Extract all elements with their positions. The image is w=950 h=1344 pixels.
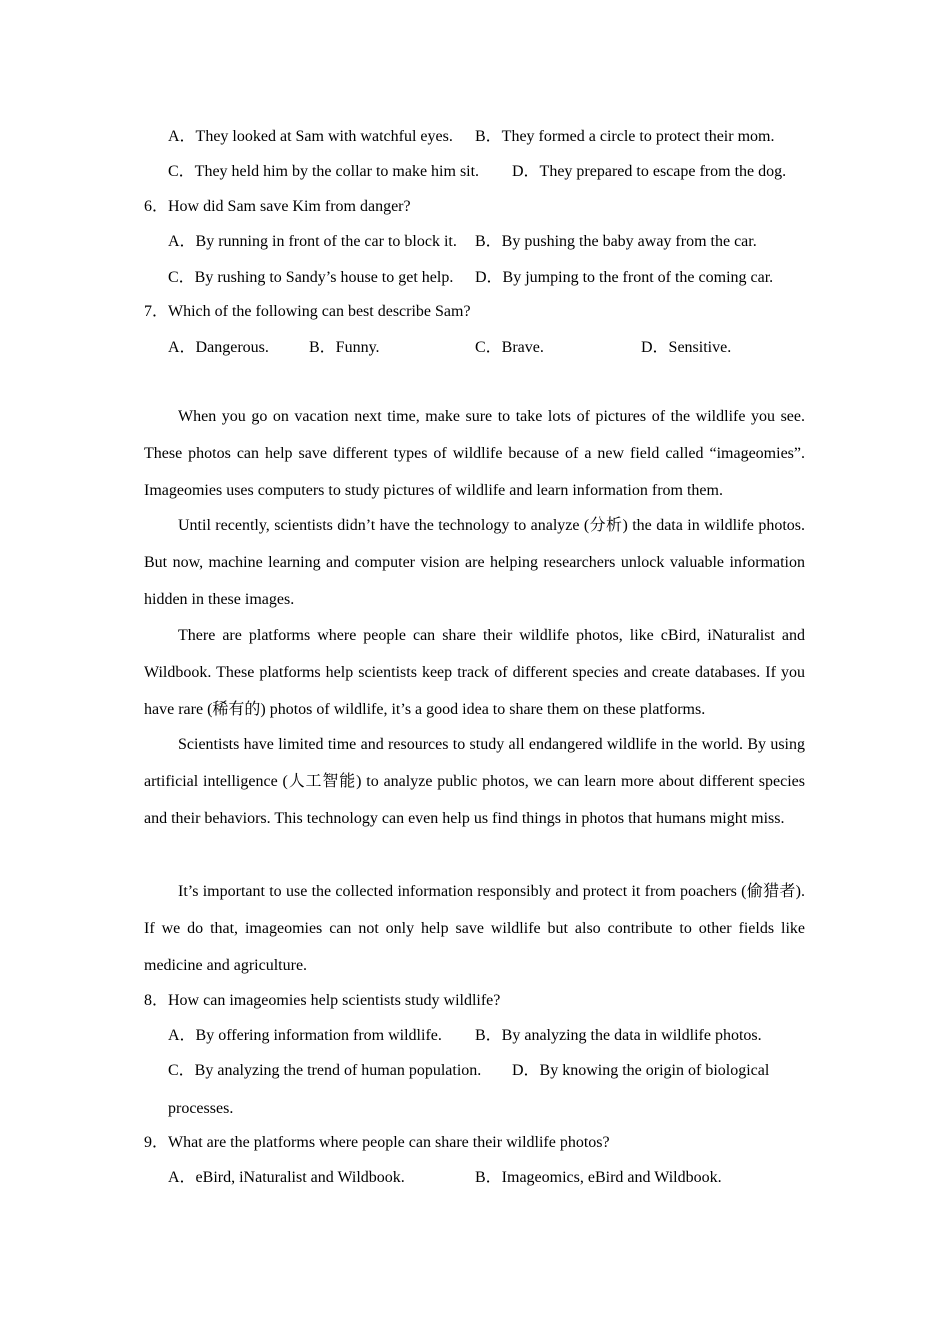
q6-option-b[interactable]: B．By pushing the baby away from the car. (475, 233, 757, 250)
q7-stem: 7．Which of the following can best describe Sam? (144, 303, 471, 320)
q6-option-d[interactable]: D．By jumping to the front of the coming car. (475, 269, 774, 286)
q5-option-d[interactable]: D．They prepared to escape from the dog. (512, 163, 787, 180)
passage-paragraph-2: Until recently, scientists didn’t have the technology to analyze (分析) the data in wildlife photos. But now, machine learning and computer vision are helping researchers unlock valuable information hidden in these images. (144, 517, 805, 609)
q6-option-c[interactable]: C．By rushing to Sandy’s house to get help. (168, 269, 454, 286)
q7-option-c[interactable]: C．Brave. (475, 339, 544, 356)
q8-option-d-continued: processes. (168, 1100, 234, 1117)
q9-option-a[interactable]: A．eBird, iNaturalist and Wildbook. (168, 1169, 405, 1186)
q5-option-a[interactable]: A．They looked at Sam with watchful eyes. (168, 128, 453, 145)
q9-stem: 9．What are the platforms where people can share their wildlife photos? (144, 1134, 610, 1151)
q8-option-a[interactable]: A．By offering information from wildlife. (168, 1027, 442, 1044)
passage-paragraph-5: It’s important to use the collected information responsibly and protect it from poachers (偷猎者). If we do that, imageomies can not only help save wildlife but also contribute to other fields like medicine and agriculture. (144, 883, 805, 975)
q8-option-c[interactable]: C．By analyzing the trend of human population. (168, 1062, 482, 1079)
q6-option-a[interactable]: A．By running in front of the car to block it. (168, 233, 457, 250)
passage-paragraph-1: When you go on vacation next time, make sure to take lots of pictures of the wildlife you see. These photos can help save different types of wildlife because of a new field called “imageomies”. Imageomies uses computers to study pictures of wildlife and learn information from them. (144, 408, 805, 500)
q9-option-b[interactable]: B．Imageomics, eBird and Wildbook. (475, 1169, 722, 1186)
q7-option-b[interactable]: B．Funny. (309, 339, 380, 356)
q8-stem: 8．How can imageomies help scientists study wildlife? (144, 992, 501, 1009)
q7-option-a[interactable]: A．Dangerous. (168, 339, 269, 356)
q8-option-d[interactable]: D．By knowing the origin of biological (512, 1062, 770, 1079)
passage-paragraph-4: Scientists have limited time and resources to study all endangered wildlife in the world. By using artificial intelligence (人工智能) to analyze public photos, we can learn more about different species and their behaviors. This technology can even help us find things in photos that humans might miss. (144, 736, 805, 828)
q6-stem: 6．How did Sam save Kim from danger? (144, 198, 411, 215)
q5-option-b[interactable]: B．They formed a circle to protect their mom. (475, 128, 775, 145)
q7-option-d[interactable]: D．Sensitive. (641, 339, 732, 356)
q5-option-c[interactable]: C．They held him by the collar to make him sit. (168, 163, 480, 180)
passage-paragraph-3: There are platforms where people can share their wildlife photos, like cBird, iNaturalist and Wildbook. These platforms help scientists keep track of different species and create databases. If you have rare (稀有的) photos of wildlife, it’s a good idea to share them on these platforms. (144, 627, 805, 719)
q8-option-b[interactable]: B．By analyzing the data in wildlife photos. (475, 1027, 762, 1044)
